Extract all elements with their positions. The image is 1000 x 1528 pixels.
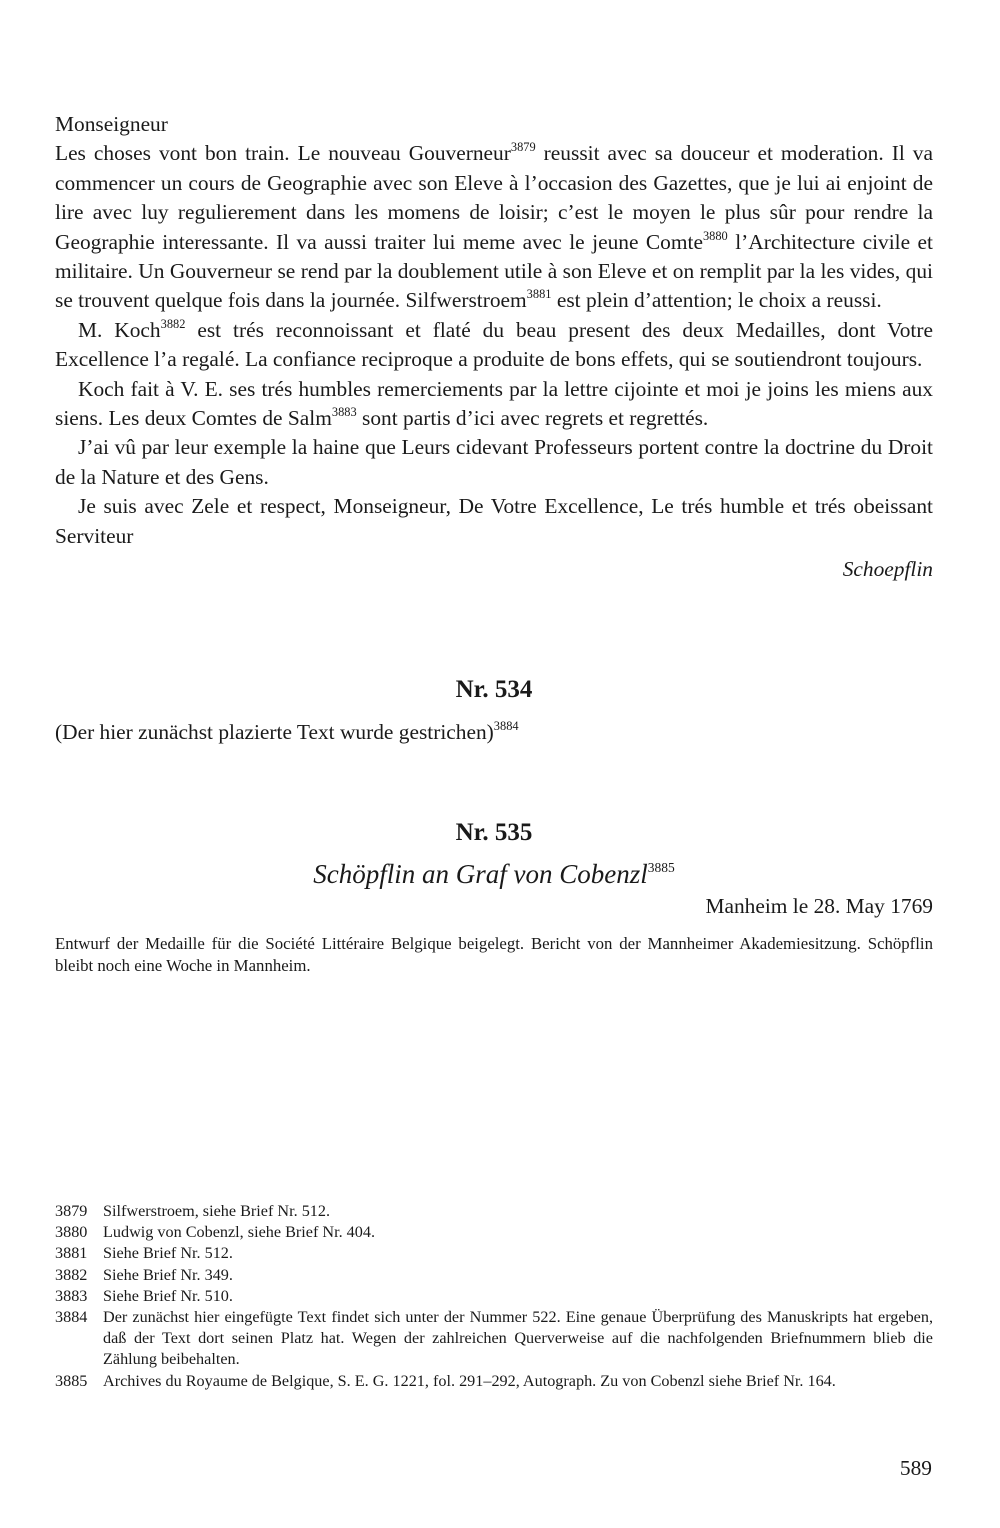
footnote	[55, 1222, 933, 1243]
text-segment: Koch fait à V. E. ses trés humbles remerciements par la lettre cijointe et moi je joins les miens aux siens. Les deux Comtes de Salm	[55, 376, 933, 431]
note-text: (Der hier zunächst plazierte Text wurde gestrichen)	[55, 720, 494, 745]
letter-number-535: Nr. 535	[455, 819, 533, 847]
footnote-number: 3879	[55, 1202, 88, 1220]
footnote	[55, 1307, 933, 1371]
footnote	[55, 1371, 933, 1392]
footnote-text: Siehe Brief Nr. 349.	[103, 1265, 233, 1284]
text-segment: M. Koch	[78, 317, 161, 342]
paragraph-2	[55, 316, 933, 375]
footnote	[55, 1243, 933, 1264]
text-segment: l’Architecture civile et militaire. Un Gouverneur se rend par la doublement utile à son Eleve et on remplit par la les vides, qui se trouvent quelque fois dans la journée. Silfwerstroem	[55, 229, 933, 313]
salutation: Monseigneur	[55, 112, 168, 136]
text-segment: sont partis d’ici avec regrets et regrettés.	[356, 406, 709, 431]
footnote-number: 3883	[55, 1286, 88, 1305]
letter-body	[55, 110, 933, 551]
text-segment: est plein d’attention; le choix a reussi.	[551, 288, 882, 313]
page-number: 589	[899, 1456, 932, 1480]
footnote-ref: 3882	[160, 316, 186, 331]
signature: Schoepflin	[842, 557, 933, 582]
text-segment: Les choses vont bon train. Le nouveau Gouverneur	[55, 141, 511, 166]
page-content	[55, 110, 933, 977]
footnote-text: Archives du Royaume de Belgique, S. E. G. 1221, fol. 291–292, Autograph. Zu von Cobenzl siehe Brief Nr. 164.	[103, 1371, 836, 1390]
footnote-text: Ludwig von Cobenzl, siehe Brief Nr. 404.	[103, 1223, 375, 1242]
footnote-text: Siehe Brief Nr. 510.	[103, 1286, 233, 1305]
text-segment: reussit avec sa douceur et moderation. Il va commencer un cours de Geographie avec son Eleve à l’occasion des Gazettes, que je lui ai enjoint de lire avec luy regulierement dans les momens de loisir; c’est le moyen le plus sûr pour rendre la Geographie interessante. Il va aussi traiter lui meme avec le jeune Comte	[55, 141, 933, 254]
footnote-number: 3881	[55, 1244, 88, 1263]
deleted-text-note	[55, 720, 933, 745]
footnotes	[55, 1201, 933, 1392]
paragraph-5: Je suis avec Zele et respect, Monseigneur, De Votre Excellence, Le trés humble et trés obeissant Serviteur	[55, 494, 933, 548]
footnote-ref: 3880	[702, 228, 728, 243]
letter-title	[55, 859, 933, 890]
footnote	[55, 1286, 933, 1307]
footnote	[55, 1265, 933, 1286]
paragraph-1	[55, 139, 933, 315]
footnote-number: 3880	[55, 1223, 88, 1242]
text-segment: est trés reconnoissant et flaté du beau present des deux Medailles, dont Votre Excellence l’a regalé. La confiance reciproque a produite de bons effets, qui se soutiendront toujours.	[55, 317, 933, 372]
footnote	[55, 1201, 933, 1222]
footnote-number: 3884	[55, 1308, 88, 1327]
footnote-ref: 3879	[510, 140, 536, 155]
paragraph-3	[55, 375, 933, 434]
footnote-ref: 3884	[493, 719, 519, 734]
footnote-ref: 3885	[647, 860, 675, 876]
footnote-text: Der zunächst hier eingefügte Text findet sich unter der Nummer 522. Eine genaue Überprüfung des Manuskripts hat ergeben, daß der Text dort seinen Platz hat. Wegen der zahlreichen Querverweise auf die nachfolgenden Briefnummern blieb die Zählung beibehalten.	[103, 1308, 933, 1369]
footnote-text: Silfwerstroem, siehe Brief Nr. 512.	[103, 1202, 331, 1220]
paragraph-4: J’ai vû par leur exemple la haine que Leurs cidevant Professeurs portent contre la doctrine du Droit de la Nature et des Gens.	[55, 435, 933, 489]
footnote-ref: 3883	[331, 405, 357, 420]
footnote-ref: 3881	[526, 287, 552, 302]
place-date: Manheim le 28. May 1769	[705, 894, 933, 919]
title-text: Schöpflin an Graf von Cobenzl	[313, 859, 648, 890]
letter-summary: Entwurf der Medaille für die Société Littéraire Belgique beigelegt. Bericht von der Mannheimer Akademiesitzung. Schöpflin bleibt noch eine Woche in Mannheim.	[55, 934, 933, 976]
footnote-number: 3882	[55, 1265, 88, 1284]
footnote-text: Siehe Brief Nr. 512.	[103, 1244, 233, 1263]
letter-number-534: Nr. 534	[455, 676, 533, 704]
footnote-number: 3885	[55, 1371, 88, 1390]
